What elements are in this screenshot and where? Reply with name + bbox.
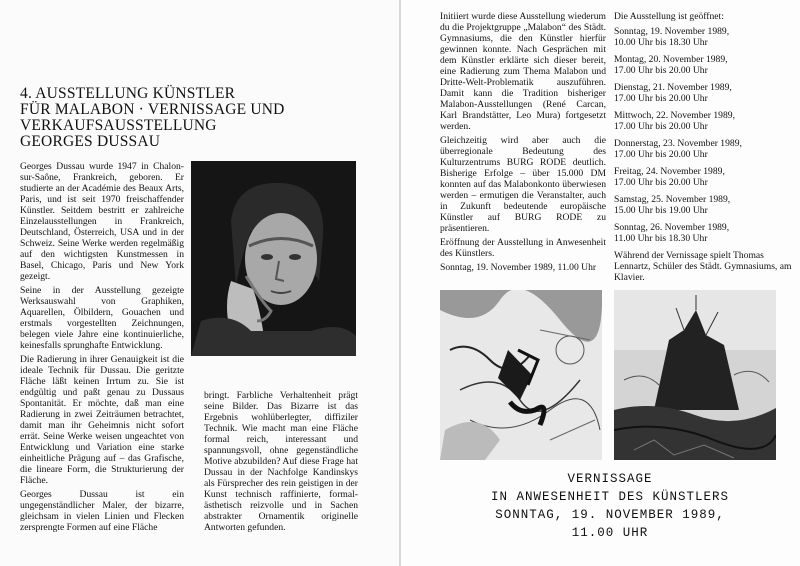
vernissage-date: SONNTAG, 19. NOVEMBER 1989, [495,508,725,522]
schedule-day: Donnerstag, 23. November 1989, [614,138,742,149]
piano-note: Während der Vernissage spielt Thomas Lennartz, Schüler des Städt. Gymnasiums, am Klavier. [614,250,792,283]
vernissage-title: VERNISSAGE [567,472,653,486]
schedule-day: Samstag, 25. November 1989, [614,194,731,205]
vernissage-announcement [440,470,780,542]
paragraph: Georges Dussau wurde 1947 in Chalon-sur-Saône, Frankreich, geboren. Er studierte an der Académie des Beaux Arts, Paris, und ist seit 1970 freischaffender Künstler. Seitdem bestritt er zahlreiche Einzelausstellungen in Frankreich, Deutschland, Österreich, USA und in der Schweiz. Seine Werke werden regelmäßig auf den wichtigsten Kunstmessen in Basel, Chicago, Paris und New York gezeigt. [20,161,184,282]
schedule-day: Sonntag, 26. November 1989, [614,222,730,233]
schedule-time: 17.00 Uhr bis 20.00 Uhr [614,93,708,104]
schedule-entry [614,54,794,76]
schedule-time: 10.00 Uhr bis 18.30 Uhr [614,37,708,48]
schedule-entry [614,82,794,104]
schedule-time: 15.00 Uhr bis 19.00 Uhr [614,205,708,216]
schedule-day: Sonntag, 19. November 1989, [614,26,730,37]
left-column-2 [204,390,358,536]
schedule-entry [614,26,794,48]
paragraph: Seine in der Ausstellung gezeigte Werksauswahl von Graphiken, Aquarellen, Ölbildern, Gouachen und erstmals vorgestellten Zeichnungen, belegen viele Jahre eine kontinuierliche, keinesfalls sprunghafte Entwicklung. [20,285,184,351]
heading-line: 4. AUSSTELLUNG KÜNSTLER [20,85,236,102]
exhibition-heading [20,86,320,150]
vernissage-line: IN ANWESENHEIT DES KÜNSTLERS [490,490,730,504]
vernissage-time: 11.00 UHR [571,526,649,540]
schedule-entry [614,138,794,160]
schedule-day: Dienstag, 21. November 1989, [614,82,732,93]
heading-line: VERKAUFSAUSSTELLUNG [20,117,217,134]
paragraph: Georges Dussau ist ein ungegenständlicher Maler, der bizarre, gleichsam in vielen Linien und Flecken zersprengte Formen auf eine Fläche [20,489,184,533]
etching-artwork-right [614,290,776,460]
schedule-time: 17.00 Uhr bis 20.00 Uhr [614,65,708,76]
paragraph: Gleichzeitig wird aber auch die überregionale Bedeutung des Kulturzentrums BURG RODE deutlich. Bisherige Erfolge – über 15.000 DM konnten auf das Malabonkonto überwiesen werden – ermutigen die Veranstalter, auch in Zukunft bedeutende europäische Künstler auf BURG RODE zu präsentieren. [440,135,606,234]
artwork-image [440,290,602,460]
paragraph: Eröffnung der Ausstellung in Anwesenheit des Künstlers. [440,237,606,259]
etching-artwork-left [440,290,602,460]
heading-line: FÜR MALABON · VERNISSAGE UND [20,101,285,118]
paragraph: Sonntag, 19. November 1989, 11.00 Uhr [440,262,597,273]
schedule-title: Die Ausstellung ist geöffnet: [614,11,724,22]
artist-portrait-photo [191,161,356,356]
schedule-day: Freitag, 24. November 1989, [614,166,725,177]
schedule-time: 11.00 Uhr bis 18.30 Uhr [614,233,708,244]
schedule-time: 17.00 Uhr bis 20.00 Uhr [614,177,708,188]
schedule-day: Montag, 20. November 1989, [614,54,728,65]
paragraph: Die Radierung in ihrer Genauigkeit ist die ideale Technik für Dussau. Die geritzte Fläche läßt keinen Irrtum zu. Sie ist endgültig und paßt genau zu Dussaus Spontanität. Er möchte, daß man eine Radierung in zwei Zeiträumen betrachtet, damit man ihr Geheimnis nicht sofort errät. Seine Werke weisen ungeachtet von Entwicklung und Variation eine starke einheitliche Prägung auf – das Grafische, die lineare Form, die Strukturierung der Fläche. [20,354,184,486]
portrait-image [191,161,356,356]
heading-line: GEORGES DUSSAU [20,133,161,150]
paragraph: Initiiert wurde diese Ausstellung wiederum du die Projektgruppe „Malabon“ des Städt. Gymnasiums, die den Künstler hierfür gewinnen konnte. Nach Gesprächen mit dem Künstler erklärte sich dieser bereit, eine Radierung zum Thema Malabon und Dritte-Welt-Problematik auszuführen. Damit kann die Tradition bisheriger Malabon-Ausstellungen (René Carcan, Karl Brandstätter, Leo Mura) fortgesetzt werden. [440,11,606,132]
opening-hours [614,11,794,283]
schedule-time: 17.00 Uhr bis 20.00 Uhr [614,121,708,132]
schedule-entry [614,110,794,132]
schedule-entry [614,194,794,216]
paragraph: bringt. Farbliche Verhaltenheit prägt seine Bilder. Das Bizarre ist das Ergebnis wohlüberlegter, diffiziler Technik. Wie macht man eine Fläche formal reich, interessant und spannungsvoll, ohne gegenständliche Motive abzubilden? Auf diese Frage hat Dussau in der Nachfolge Kandinskys als Fürsprecher des rein geistigen in der Kunst technisch raffinierte, formal-ästhetisch reizvolle und in Sachen abstrakter Ornamentik originelle Antworten gefunden. [204,390,358,533]
schedule-entry [614,222,794,244]
schedule-time: 17.00 Uhr bis 20.00 Uhr [614,149,708,160]
schedule-entry [614,166,794,188]
left-column-1 [20,161,184,536]
schedule-day: Mittwoch, 22. November 1989, [614,110,735,121]
artwork-image [614,290,776,460]
right-column-1 [440,11,606,276]
